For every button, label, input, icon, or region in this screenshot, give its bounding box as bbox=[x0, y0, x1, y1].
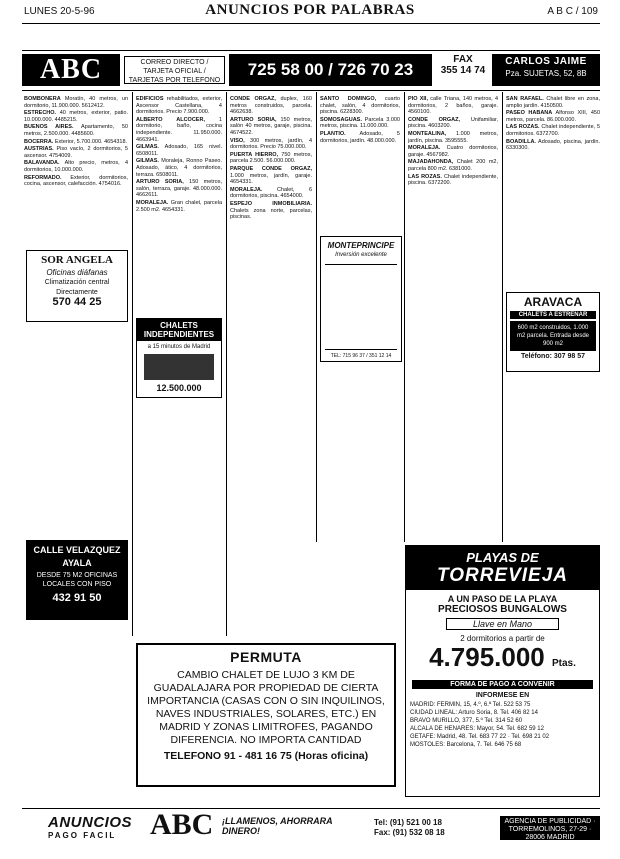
price-unit: Ptas. bbox=[552, 658, 576, 669]
classified-heading: ALBERTO ALCOCER, bbox=[136, 116, 205, 123]
classified-text: Adosado, 165 nivel. 6508011. bbox=[136, 144, 222, 157]
ad-title: MONTEPRINCIPE bbox=[327, 241, 395, 250]
classified-ad bbox=[24, 175, 128, 188]
torrevieja-title-2: TORREVIEJA bbox=[436, 565, 569, 586]
classified-heading: CONDE ORGAZ, bbox=[408, 116, 461, 123]
classified-text: Exterior, dormitorios, cocina, ascensor, calefacción. 4754016. bbox=[24, 174, 128, 188]
velazquez-ad bbox=[26, 540, 128, 620]
aravaca-ad bbox=[506, 292, 600, 372]
office-line: ALCALA DE HENARES: Mayor, 54. Tel. 682 59 12 bbox=[410, 726, 544, 732]
classified-text: Alto precio, metros, 4 dormitorios, 10.000.000. bbox=[24, 160, 128, 173]
classified-ad bbox=[230, 96, 312, 116]
classified-heading: LAS ROZAS. bbox=[506, 124, 540, 131]
classified-heading: MONTEALINA, bbox=[408, 130, 447, 137]
ad-phone: Teléfono: 307 98 57 bbox=[520, 353, 586, 360]
column-divider bbox=[316, 92, 317, 542]
column-1 bbox=[24, 96, 128, 189]
classified-ad bbox=[136, 117, 222, 143]
classified-text: 750 metros, parcela 2.500. 56.000.000. bbox=[230, 151, 312, 165]
permuta-phone: TELEFONO 91 - 481 16 75 (Horas oficina) bbox=[163, 750, 369, 762]
classified-heading: PIO XII, bbox=[408, 96, 428, 102]
ad-subtitle: Inversión excelente bbox=[335, 252, 387, 258]
classified-heading: MAJADAHONDA, bbox=[408, 159, 454, 166]
header-rule bbox=[22, 23, 600, 24]
classified-ad bbox=[24, 160, 128, 173]
classified-ad bbox=[136, 144, 222, 157]
classified-heading: AUSTRIAS. bbox=[24, 146, 54, 153]
classified-ad bbox=[408, 96, 498, 116]
footer-abc-logo: ABC bbox=[150, 808, 214, 841]
classified-ad bbox=[24, 124, 128, 137]
classified-heading: SANTO DOMINGO, bbox=[320, 96, 377, 102]
classified-ad bbox=[230, 187, 312, 200]
section-title: ANUNCIOS POR PALABRAS bbox=[205, 2, 415, 18]
classified-text: cuarto chalet, salón, 4 dormitorios, piscina. 6228300. bbox=[320, 96, 400, 116]
monteprincipe-ad bbox=[320, 236, 402, 362]
classified-text: Chalets zona norte, parcelas, piscinas. bbox=[230, 207, 312, 221]
classified-ad bbox=[408, 159, 498, 172]
classified-ad bbox=[506, 110, 600, 123]
classified-heading: ESPEJO INMOBILIARIA. bbox=[230, 200, 312, 207]
classified-text: 150 metros, salón, terraza, garaje. 48.000.000. 4662611. bbox=[136, 179, 223, 199]
ad-price: 12.500.000 bbox=[156, 383, 202, 393]
classified-text: calle Triana, 140 metros, 4 dormitorios, 2 baños, garaje. 4560100. bbox=[408, 96, 499, 116]
office-line: MADRID: FERMIN, 15, 4.º, 6.ª Tel. 522 53 75 bbox=[410, 702, 531, 708]
classified-text: Gran chalet, parcela 2.500 m2. 4654331. bbox=[136, 199, 223, 213]
classified-heading: BUENOS AIRES. bbox=[24, 124, 74, 131]
column-divider bbox=[404, 92, 405, 542]
torrevieja-offices bbox=[410, 701, 595, 749]
chalet-photo bbox=[144, 354, 214, 380]
classified-heading: PARQUE CONDE ORGAZ, bbox=[230, 165, 312, 172]
classified-text: Chalet 200 m2, parcela 800 m2. 6381000. bbox=[408, 159, 498, 172]
office-line: GETAFE: Madrid, 48. Tel. 683 77 22 · Tel. 698 21 02 bbox=[410, 734, 550, 740]
classified-ad bbox=[24, 110, 128, 123]
torrevieja-title-1: PLAYAS DE bbox=[466, 550, 539, 565]
classified-text: 40 metros, exterior, patio. 10.000.000. 4485215. bbox=[24, 110, 128, 123]
classified-ad bbox=[408, 117, 498, 130]
classified-heading: MORALEJA. bbox=[230, 186, 263, 193]
office-line: CIUDAD LINEAL: Arturo Soria, 8. Tel. 406 82 14 bbox=[410, 710, 538, 716]
classified-heading: ARTURO SORIA, bbox=[230, 116, 277, 123]
ad-title: CALLE VELAZQUEZ bbox=[33, 545, 121, 555]
classified-heading: EDIFICIOS bbox=[136, 96, 164, 102]
classified-heading: BOADILLA. bbox=[506, 138, 536, 145]
permuta-body: CAMBIO CHALET DE LUJO 3 KM DE GUADALAJARA POR PROPIEDAD DE CIERTA IMPORTANCIA (CASAS CON O SIN INQUILINOS, NAVES INDUSTRIALES, SOLARES, ETC.) EN MADRID Y ZONAS LIMITROFES, PAGANDO DIFERENCIA. NO IMPORTA CANTIDAD bbox=[147, 669, 385, 746]
correo-box: CORREO DIRECTO / TARJETA OFICIAL / TARJETAS POR TELEFONO bbox=[124, 56, 225, 84]
ad-phone: 432 91 50 bbox=[52, 592, 102, 604]
chalets-ad bbox=[136, 318, 222, 398]
classified-ad bbox=[506, 96, 600, 109]
classified-heading: BOCERRA. bbox=[24, 138, 54, 145]
classified-ad bbox=[24, 96, 128, 109]
classified-text: Chalet independiente, piscina. 6372200. bbox=[408, 173, 498, 187]
classified-ad bbox=[136, 179, 222, 199]
office-line: MOSTOLES: Barcelona, 7. Tel. 646 75 68 bbox=[410, 742, 522, 748]
classified-ad bbox=[408, 145, 498, 158]
classified-heading: GILMAS. bbox=[136, 158, 159, 165]
column-4 bbox=[320, 96, 400, 145]
classified-text: Chalet independiente, 5 dormitorios. 6372700. bbox=[506, 124, 601, 137]
fax-box bbox=[436, 54, 490, 86]
classified-heading: PLANTIO. bbox=[320, 130, 346, 137]
footer-rule bbox=[22, 808, 600, 809]
permuta-title: PERMUTA bbox=[230, 649, 302, 665]
column-divider bbox=[502, 92, 503, 542]
abc-logo: ABC bbox=[22, 54, 120, 86]
band-bottom-rule bbox=[22, 90, 600, 91]
classified-ad bbox=[230, 201, 312, 221]
torrevieja-desde: 2 dormitorios a partir de bbox=[460, 634, 545, 643]
classified-heading: ARTURO SORIA, bbox=[136, 179, 184, 186]
classified-text: Moraleja, Ronno Paseo. Adosado, ático, 4 dormitorios, terraza. 6508011. bbox=[136, 158, 222, 178]
classified-ad bbox=[24, 146, 128, 159]
classified-heading: PUERTA HIERRO, bbox=[230, 151, 279, 158]
ad-title: ARAVACA bbox=[523, 295, 583, 309]
classified-text: Parcela 3.000 metros, piscina. 11.000.000. bbox=[320, 116, 400, 130]
classified-ad bbox=[24, 139, 128, 146]
classified-heading: LAS ROZAS. bbox=[408, 173, 442, 180]
classified-text: Cuatro dormitorios, garaje. 4567982. bbox=[408, 145, 498, 158]
classified-ad bbox=[506, 124, 600, 137]
classified-text: 1.000 metros, jardín, garaje. 4654331. bbox=[230, 172, 312, 186]
column-2 bbox=[136, 96, 222, 214]
fax-label: FAX bbox=[453, 54, 473, 65]
classified-ad bbox=[320, 96, 400, 116]
torrevieja-ad bbox=[405, 545, 600, 797]
footer-callout: ¡LLAMENOS, AHORRARA DINERO! bbox=[222, 816, 333, 836]
classified-heading: REFORMADO. bbox=[24, 174, 62, 181]
band-top-rule bbox=[22, 50, 600, 51]
classified-text: Apartamento, 50 metros, 2.500.000. 4485600. bbox=[24, 124, 128, 137]
classified-text: duplex, 160 metros construidos, parcela. 4662638. bbox=[230, 96, 312, 116]
classified-ad bbox=[320, 131, 400, 144]
classified-text: Moratín, 40 metros, un dormitorio, 11.900.000. 5612412. bbox=[24, 96, 128, 109]
torrevieja-sub-1: A UN PASO DE LA PLAYA bbox=[447, 594, 558, 604]
classified-text: 300 metros, jardín, 4 dormitorios. Precio 75.000.000. bbox=[230, 137, 312, 151]
classified-text: 1 dormitorio, baño, cocina independiente. 11.950.000. 4663941. bbox=[136, 116, 222, 143]
classified-ad bbox=[136, 158, 222, 178]
torrevieja-price bbox=[406, 643, 599, 678]
office-box bbox=[492, 54, 600, 86]
classified-heading: SOMOSAGUAS. bbox=[320, 116, 362, 123]
classified-heading: GILMAS. bbox=[136, 144, 159, 151]
classified-ad bbox=[136, 200, 222, 213]
ad-body: DESDE 75 M2 OFICINAS LOCALES CON PISO bbox=[36, 572, 118, 588]
column-divider bbox=[132, 92, 133, 636]
issue-date: LUNES 20-5-96 bbox=[24, 6, 95, 17]
column-divider bbox=[226, 92, 227, 636]
classified-ad bbox=[230, 152, 312, 165]
ad-subtitle: AYALA bbox=[62, 558, 92, 568]
torrevieja-sub-2: PRECIOSOS BUNGALOWS bbox=[438, 604, 567, 615]
footer-pago-label: PAGO FACIL bbox=[48, 831, 117, 840]
classified-ad bbox=[230, 117, 312, 137]
classified-heading: CONDE ORGAZ, bbox=[230, 96, 276, 102]
classified-text: Exterior, 5.700.000. 4654318. bbox=[54, 138, 128, 145]
classified-ad bbox=[320, 117, 400, 130]
torrevieja-forma: FORMA DE PAGO A CONVENIR bbox=[412, 680, 593, 689]
classified-heading: PASEO HABANA bbox=[506, 110, 553, 117]
classified-text: rehabilitados, exterior, Ascensor Castellana, 4 dormitorios. Precio 7.900.000. bbox=[136, 96, 223, 116]
column-5 bbox=[408, 96, 498, 188]
phone-numbers: 725 58 00 / 726 70 23 bbox=[229, 54, 432, 86]
permuta-ad bbox=[136, 643, 396, 787]
sor-angela-ad bbox=[26, 250, 128, 322]
ad-tel-label: Directamente bbox=[56, 289, 98, 296]
price-value: 4.795.000 bbox=[429, 642, 545, 672]
footer-anuncios-label: ANUNCIOS bbox=[48, 814, 133, 831]
footer-anuncios bbox=[48, 814, 132, 840]
ad-subtitle: CHALETS A ESTRENAR bbox=[510, 311, 596, 319]
classified-text: 1.000 metros, jardín, piscina. 3595555. bbox=[408, 130, 498, 144]
fax-number: 355 14 74 bbox=[440, 65, 486, 76]
page-number: A B C / 109 bbox=[547, 6, 598, 17]
classified-heading: SAN RAFAEL. bbox=[506, 96, 544, 102]
classified-ad bbox=[506, 139, 600, 152]
torrevieja-banner bbox=[406, 546, 599, 590]
classified-heading: MORALEJA. bbox=[136, 199, 169, 206]
classified-ad bbox=[408, 174, 498, 187]
torrevieja-informes: INFORMESE EN bbox=[475, 692, 530, 699]
classified-text: Alfonso XIII, 450 metros, parcela. 86.000.000. bbox=[506, 110, 600, 123]
office-line: BRAVO MURILLO, 377, 5.º Tel. 314 52 60 bbox=[410, 718, 523, 724]
torrevieja-llave: Llave en Mano bbox=[446, 618, 559, 630]
classified-text: Unifamiliar, piscina. 4603200. bbox=[408, 116, 499, 130]
classified-ad bbox=[136, 96, 222, 116]
ad-body bbox=[325, 264, 397, 350]
classified-ad bbox=[230, 138, 312, 151]
classified-heading: MORALEJA. bbox=[408, 145, 441, 152]
ad-phone: TEL: 715 96 37 / 351 12 14 bbox=[330, 353, 392, 359]
classified-text: Piso vacío, 2 dormitorios, 5 ascensor. 4754009. bbox=[24, 146, 128, 159]
classified-ad bbox=[408, 131, 498, 144]
classified-text: Adosado, 5 dormitorios, jardín. 48.000.000. bbox=[320, 130, 400, 144]
classified-text: Adosado, piscina, jardín. 6330300. bbox=[506, 138, 600, 152]
ad-line: Climatización central bbox=[44, 279, 110, 286]
footer-phone: Tel: (91) 521 00 18 bbox=[374, 818, 442, 827]
classified-text: 150 metros, salón 40 metros, garaje, piscina. 4674522. bbox=[230, 116, 313, 136]
classified-heading: VISO, bbox=[230, 137, 245, 144]
office-name: CARLOS JAIME bbox=[505, 56, 587, 67]
ad-title: CHALETS INDEPENDIENTES bbox=[137, 319, 221, 341]
classified-heading: ESTRECHO. bbox=[24, 110, 57, 117]
ad-subtitle: a 15 minutos de Madrid bbox=[147, 344, 211, 350]
classified-text: Chalet libre en zona, amplio jardín. 4150500. bbox=[506, 96, 601, 109]
classified-text: Chalet, 6 dormitorios, piscina. 4654000. bbox=[230, 186, 312, 200]
classified-ad bbox=[230, 166, 312, 186]
office-address: Pza. SUJETAS, 52, 8B bbox=[505, 69, 587, 78]
footer-agency: AGENCIA DE PUBLICIDAD · TORREMOLINOS, 27-29 · 28006 MADRID bbox=[500, 816, 600, 840]
classified-heading: BOMBONERA bbox=[24, 96, 61, 102]
footer-fax: Fax: (91) 532 08 18 bbox=[374, 828, 445, 837]
ad-title: SOR ANGELA bbox=[41, 254, 113, 266]
classified-heading: BALAVANDA. bbox=[24, 160, 60, 167]
footer-contacts bbox=[374, 818, 445, 838]
ad-body: 600 m2 construidos, 1.000 m2 parcela. Entrada desde 900 m2 bbox=[510, 321, 596, 351]
ad-subtitle: Oficinas diáfanas bbox=[46, 268, 108, 277]
column-3 bbox=[230, 96, 312, 222]
column-6 bbox=[506, 96, 600, 153]
ad-phone: 570 44 25 bbox=[52, 296, 102, 308]
